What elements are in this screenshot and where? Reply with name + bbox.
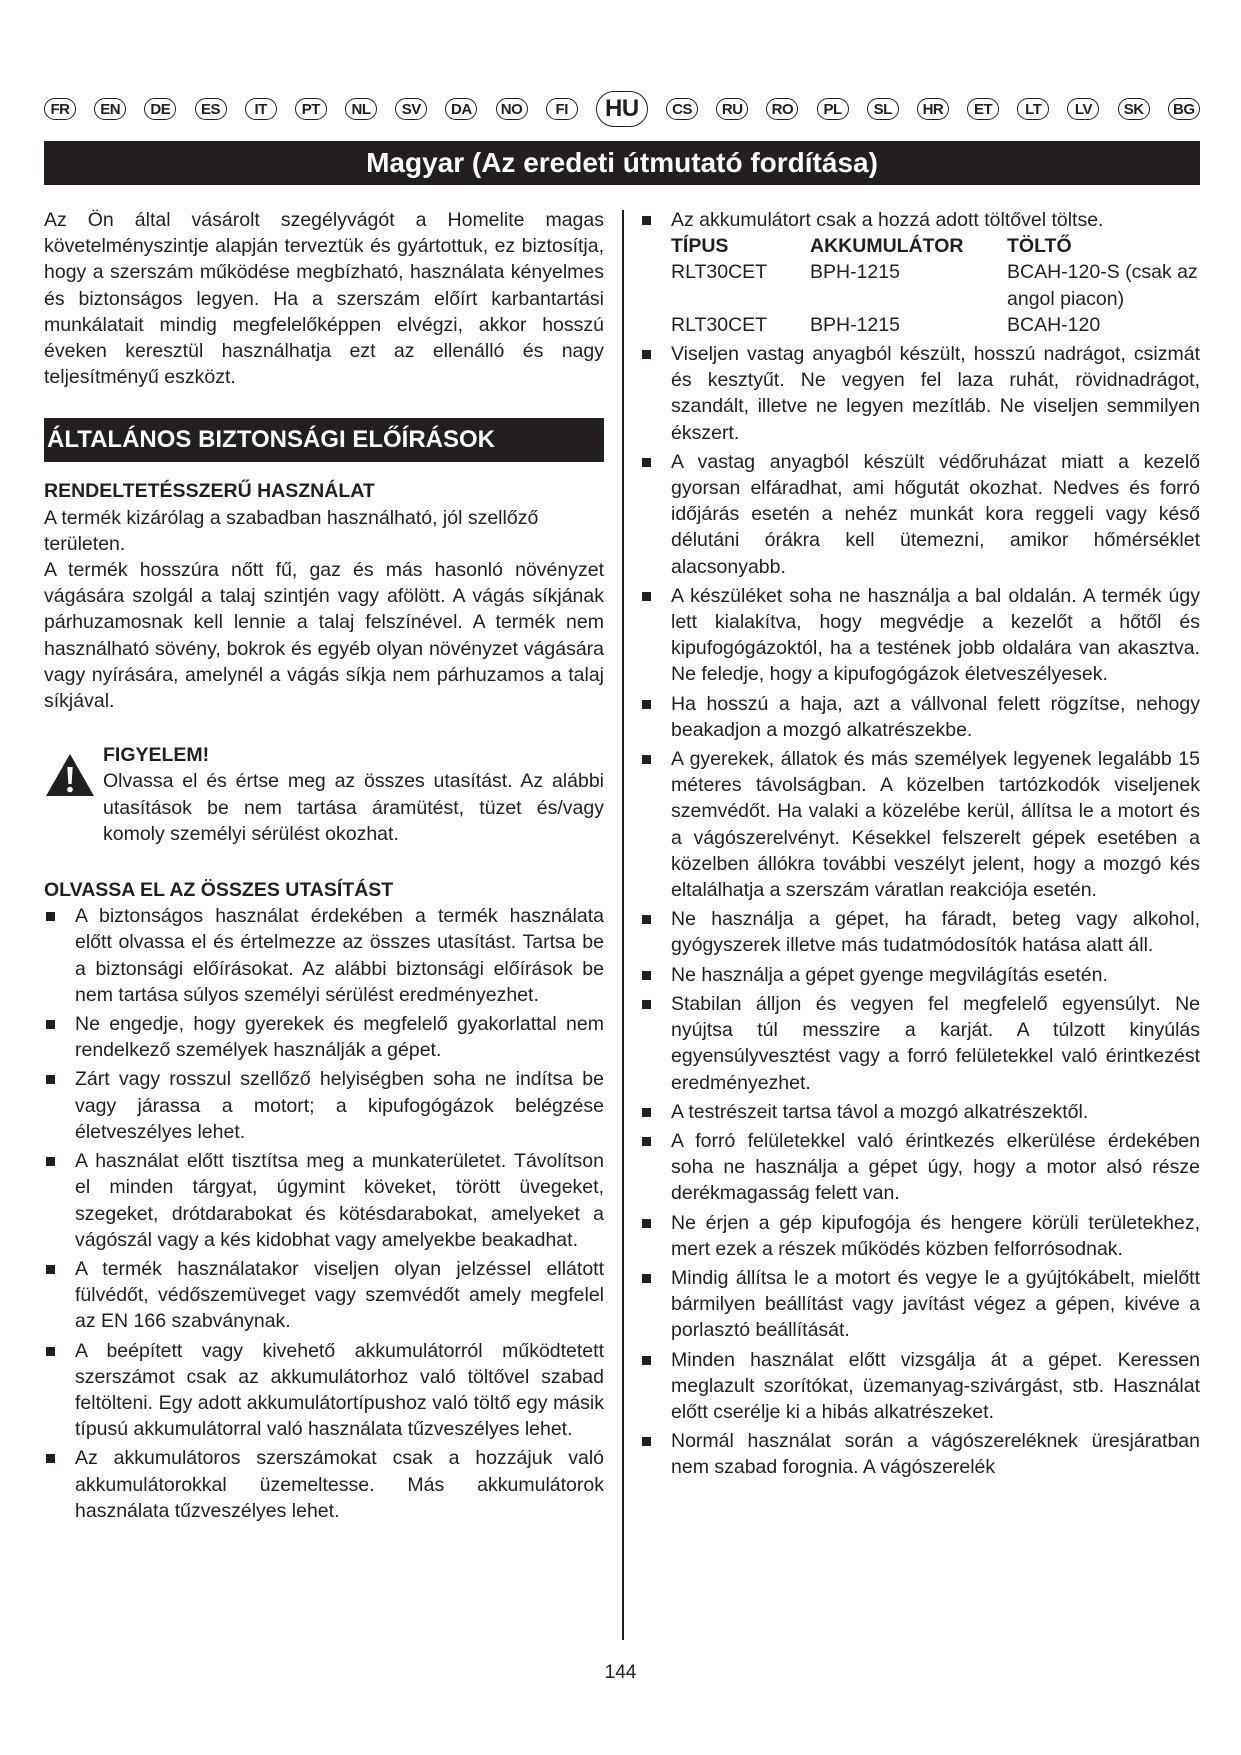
lang-fr[interactable]: FR xyxy=(44,98,76,120)
lang-ru[interactable]: RU xyxy=(716,98,748,120)
list-item: Normál használat során a vágószereléknek üresjáratban nem szabad forognia. A vágószerelék xyxy=(640,1428,1200,1480)
warning-triangle-icon xyxy=(44,752,96,798)
table-cell: BCAH-120 xyxy=(1007,313,1101,336)
language-selector xyxy=(44,91,1200,127)
warning-box xyxy=(44,742,604,847)
lang-it[interactable]: IT xyxy=(245,98,277,120)
section-title: ÁLTALÁNOS BIZTONSÁGI ELŐÍRÁSOK xyxy=(44,418,604,462)
list-item: Ne engedje, hogy gyerekek és megfelelő gyakorlattal nem rendelkező személyek használják a gépet. xyxy=(44,1011,604,1063)
lang-sv[interactable]: SV xyxy=(395,98,427,120)
table-header: TÖLTŐ xyxy=(1007,235,1072,258)
lang-nl[interactable]: NL xyxy=(345,98,377,120)
lang-cs[interactable]: CS xyxy=(666,98,698,120)
table-row xyxy=(671,312,1200,338)
lang-fi[interactable]: FI xyxy=(546,98,578,120)
table-cell: BPH-1215 xyxy=(810,313,900,336)
column-divider xyxy=(622,210,624,1640)
charger-table xyxy=(671,233,1200,338)
list-item: Ha hosszú a haja, azt a vállvonal felett rögzítse, nehogy beakadjon a mozgó alkatrészekbe. xyxy=(640,691,1200,743)
table-cell: BPH-1215 xyxy=(810,261,900,284)
list-item: A használat előtt tisztítsa meg a munkaterületet. Távolítson el minden tárgyat, úgymint köveket, törött üvegeket, szegeket, drótdarabokat és kötésdarabokat, amelyeket a vágószál vagy a kés kidobhat vagy amelyekbe beakadhat. xyxy=(44,1148,604,1253)
table-cell: BCAH-120-S (csak az angol piacon) xyxy=(1007,261,1198,310)
list-item: Minden használat előtt vizsgálja át a gépet. Keressen meglazult szorítókat, üzemanyag-szivárgást, stb. Használat előtt cserélje ki a hibás alkatrészeket. xyxy=(640,1347,1200,1426)
list-item: A készüléket soha ne használja a bal oldalán. A termék úgy lett kialakítva, hogy megvédje a kezelőt a hőtől és kipufogógázoktól, ha a testének jobb oldalára van akasztva. Ne feledje, hogy a kipufogógázok életveszélyesek. xyxy=(640,583,1200,688)
lang-sl[interactable]: SL xyxy=(867,98,899,120)
lang-hr[interactable]: HR xyxy=(917,98,949,120)
list-item: Mindig állítsa le a motort és vegye le a gyújtókábelt, mielőtt bármilyen beállítást vagy javítást végez a gépen, kivéve a porlasztó beállítását. xyxy=(640,1265,1200,1344)
right-bullet-list xyxy=(640,341,1200,1481)
lang-da[interactable]: DA xyxy=(445,98,477,120)
list-item: Ne használja a gépet gyenge megvilágítás esetén. xyxy=(640,962,1200,988)
charger-bullet-text: Az akkumulátort csak a hozzá adott töltővel töltse. xyxy=(671,209,1104,231)
table-header: AKKUMULÁTOR xyxy=(810,235,964,258)
page-number: 144 xyxy=(604,1662,637,1683)
table-cell: RLT30CET xyxy=(671,313,768,336)
lang-et[interactable]: ET xyxy=(967,98,999,120)
right-column xyxy=(640,207,1200,1484)
list-item xyxy=(640,207,1200,338)
list-item: Ne érjen a gép kipufogója és hengere körüli területekhez, mert ezek a részek működés közben felforrósodnak. xyxy=(640,1210,1200,1262)
list-item: A testrészeit tartsa távol a mozgó alkatrészektől. xyxy=(640,1099,1200,1125)
table-cell: RLT30CET xyxy=(671,261,768,284)
list-item: Viseljen vastag anyagból készült, hosszú nadrágot, csizmát és kesztyűt. Ne vegyen fel laza ruhát, rövidnadrágot, szandált, illetve ne legyen mezítláb. Ne viseljen semmilyen ékszert. xyxy=(640,341,1200,446)
intended-use-paragraph-2: A termék hosszúra nőtt fű, gaz és más hasonló növényzet vágására szolgál a talaj szintjén vagy afölött. A vágás síkjának párhuzamosnak kell lennie a talaj felszínével. A termék nem használható sövény, bokrok és egyéb olyan növényzet vágására vagy nyírására, amelynél a vágás síkja nem párhuzamos a talaj síkjával. xyxy=(44,559,604,713)
list-item: A beépített vagy kivehető akkumulátorról működtetett szerszámot csak az akkumulátorhoz való töltővel szabad feltölteni. Egy adott akkumulátortípushoz való töltő egy másik típusú akkumulátorral való használata tűzveszélyes lehet. xyxy=(44,1338,604,1443)
list-item: A gyerekek, állatok és más személyek legyenek legalább 15 méteres távolságban. A közelben tartózkodók viseljenek szemvédőt. Ha valaki a közelébe kerül, állítsa le a motort és a vágószerelvényt. Késekkel felszerelt gépek esetében a közelben állókra további veszélyt jelent, hogy a mozgó kés eltalálhatja a szerszám váratlan reakciója esetén. xyxy=(640,746,1200,903)
list-item: A forró felületekkel való érintkezés elkerülése érdekében soha ne használja a gépet úgy, hogy a motor alsó része derékmagasság felett van. xyxy=(640,1128,1200,1207)
read-instructions-heading: OLVASSA EL AZ ÖSSZES UTASÍTÁST xyxy=(44,879,394,902)
list-item: A termék használatakor viseljen olyan jelzéssel ellátott fülvédőt, védőszemüveget vagy szemvédőt amely megfelel az EN 166 szabványnak. xyxy=(44,1256,604,1335)
intended-use-heading: RENDELTETÉSSZERŰ HASZNÁLAT xyxy=(44,480,375,503)
right-bullet-list-top xyxy=(640,207,1200,338)
warning-content xyxy=(103,742,604,847)
intro-paragraph: Az Ön által vásárolt szegélyvágót a Homelite magas követelményszintje alapján terveztük és gyártottuk, ez biztosítja, hogy a szerszám működése megbízható, használata kényelmes és biztonságos legyen. Ha a szerszám előírt karbantartási munkálatait mindig megfelelőképpen elvégzi, akkor hosszú éveken keresztül használhatja ezt az ellenálló és nagy teljesítményű eszközt. xyxy=(44,209,604,389)
lang-ro[interactable]: RO xyxy=(766,98,798,120)
lang-en[interactable]: EN xyxy=(94,98,126,120)
list-item: Zárt vagy rosszul szellőző helyiségben soha ne indítsa be vagy járassa a motort; a kipufogógázok belégzése életveszélyes lehet. xyxy=(44,1066,604,1145)
lang-pl[interactable]: PL xyxy=(817,98,849,120)
lang-es[interactable]: ES xyxy=(195,98,227,120)
lang-hu-active[interactable]: HU xyxy=(596,91,648,127)
list-item: A vastag anyagból készült védőruházat miatt a kezelő gyorsan elfáradhat, ami hőgutát okozhat. Nedves és forró időjárás esetén a nehéz munkát kora reggeli vagy késő délutáni órákra kell ütemezni, amikor hőmérséklet alacsonyabb. xyxy=(640,449,1200,580)
left-bullet-list xyxy=(44,903,604,1524)
table-header-row xyxy=(671,233,1200,259)
left-column xyxy=(44,207,604,1527)
warning-text: Olvassa el és értse meg az összes utasítást. Az alábbi utasítások be nem tartása áramütést, tüzet és/vagy komoly személyi sérülést okozhat. xyxy=(103,770,604,845)
page-title: Magyar (Az eredeti útmutató fordítása) xyxy=(44,141,1200,185)
list-item: Az akkumulátoros szerszámokat csak a hozzájuk való akkumulátorokkal üzemeltesse. Más akkumulátorok használata tűzveszélyes lehet. xyxy=(44,1445,604,1524)
lang-pt[interactable]: PT xyxy=(295,98,327,120)
lang-lt[interactable]: LT xyxy=(1017,98,1049,120)
lang-bg[interactable]: BG xyxy=(1168,98,1200,120)
table-row xyxy=(671,259,1200,311)
list-item: Ne használja a gépet, ha fáradt, beteg vagy alkohol, gyógyszerek illetve más tudatmódosítók hatása alatt áll. xyxy=(640,906,1200,958)
warning-title: FIGYELEM! xyxy=(103,744,210,767)
lang-no[interactable]: NO xyxy=(496,98,528,120)
lang-sk[interactable]: SK xyxy=(1118,98,1150,120)
list-item: A biztonságos használat érdekében a termék használata előtt olvassa el és értelmezze az összes utasítást. Tartsa be a biztonsági előírásokat. Az alábbi biztonsági előírások be nem tartása súlyos személyi sérülést eredményezhet. xyxy=(44,903,604,1008)
lang-de[interactable]: DE xyxy=(144,98,176,120)
intended-use-paragraph-1: A termék kizárólag a szabadban használható, jól szellőző területen. xyxy=(44,506,539,555)
lang-lv[interactable]: LV xyxy=(1067,98,1099,120)
table-header: TÍPUS xyxy=(671,235,729,258)
list-item: Stabilan álljon és vegyen fel megfelelő egyensúlyt. Ne nyújtsa túl messzire a karját. A túlzott kinyúlás egyensúlyvesztést vagy a forró felületekkel való érintkezést eredményezhet. xyxy=(640,991,1200,1096)
